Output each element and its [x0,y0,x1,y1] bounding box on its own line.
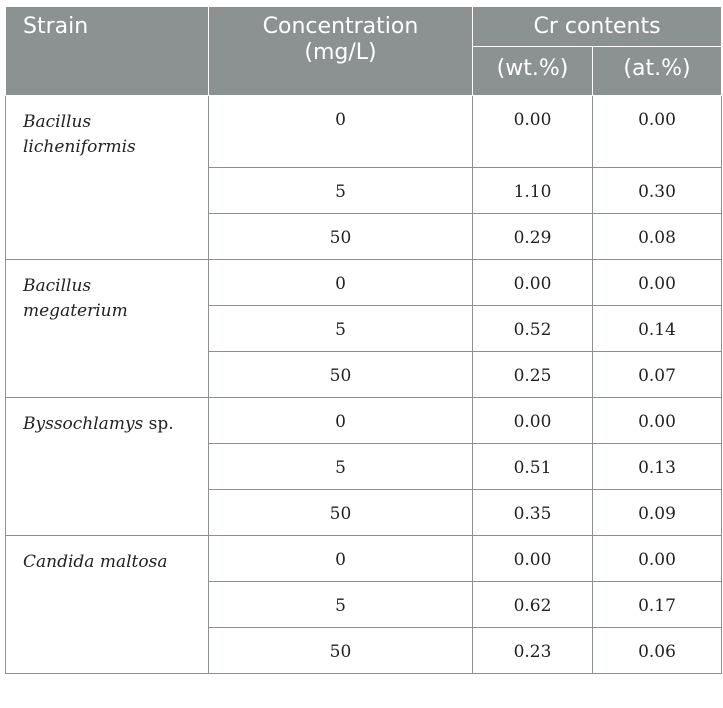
strain-name: Byssochlamys [23,414,144,434]
table-header [6,7,722,96]
at-percent-cell: 0.07 [593,352,722,398]
at-percent-cell: 0.00 [593,96,722,168]
concentration-cell: 5 [209,168,473,214]
at-percent-cell: 0.14 [593,306,722,352]
wt-percent-cell: 1.10 [473,168,593,214]
strain-suffix: sp. [143,414,174,434]
wt-percent-cell: 0.62 [473,582,593,628]
strain-name: Candida maltosa [23,552,168,572]
concentration-cell: 50 [209,352,473,398]
concentration-cell: 5 [209,582,473,628]
wt-percent-cell: 0.00 [473,536,593,582]
header-row-1 [6,7,722,47]
at-percent-cell: 0.00 [593,398,722,444]
at-percent-cell: 0.00 [593,260,722,306]
header-concentration: Concentration (mg/L) [209,7,473,96]
strain-name: Bacillus licheniformis [23,112,136,157]
strain-name: Bacillus megaterium [23,276,128,321]
concentration-cell: 0 [209,536,473,582]
wt-percent-cell: 0.51 [473,444,593,490]
table-row [6,260,722,306]
wt-percent-cell: 0.29 [473,214,593,260]
concentration-cell: 5 [209,444,473,490]
strain-cell [6,260,209,398]
strain-cell [6,398,209,536]
header-wt: (wt.%) [473,47,593,96]
header-at: (at.%) [593,47,722,96]
wt-percent-cell: 0.00 [473,398,593,444]
at-percent-cell: 0.09 [593,490,722,536]
table-body [6,96,722,674]
wt-percent-cell: 0.00 [473,96,593,168]
wt-percent-cell: 0.52 [473,306,593,352]
cr-contents-table [5,6,722,674]
at-percent-cell: 0.17 [593,582,722,628]
wt-percent-cell: 0.23 [473,628,593,674]
header-cr-contents: Cr contents [473,7,722,47]
concentration-cell: 0 [209,96,473,168]
at-percent-cell: 0.06 [593,628,722,674]
at-percent-cell: 0.00 [593,536,722,582]
wt-percent-cell: 0.00 [473,260,593,306]
concentration-cell: 50 [209,214,473,260]
at-percent-cell: 0.08 [593,214,722,260]
concentration-cell: 50 [209,628,473,674]
strain-cell [6,536,209,674]
strain-cell [6,96,209,260]
concentration-cell: 50 [209,490,473,536]
table-row [6,398,722,444]
at-percent-cell: 0.13 [593,444,722,490]
header-strain: Strain [6,7,209,96]
table-row [6,536,722,582]
concentration-cell: 5 [209,306,473,352]
concentration-cell: 0 [209,398,473,444]
table-row [6,96,722,168]
wt-percent-cell: 0.35 [473,490,593,536]
at-percent-cell: 0.30 [593,168,722,214]
wt-percent-cell: 0.25 [473,352,593,398]
concentration-cell: 0 [209,260,473,306]
